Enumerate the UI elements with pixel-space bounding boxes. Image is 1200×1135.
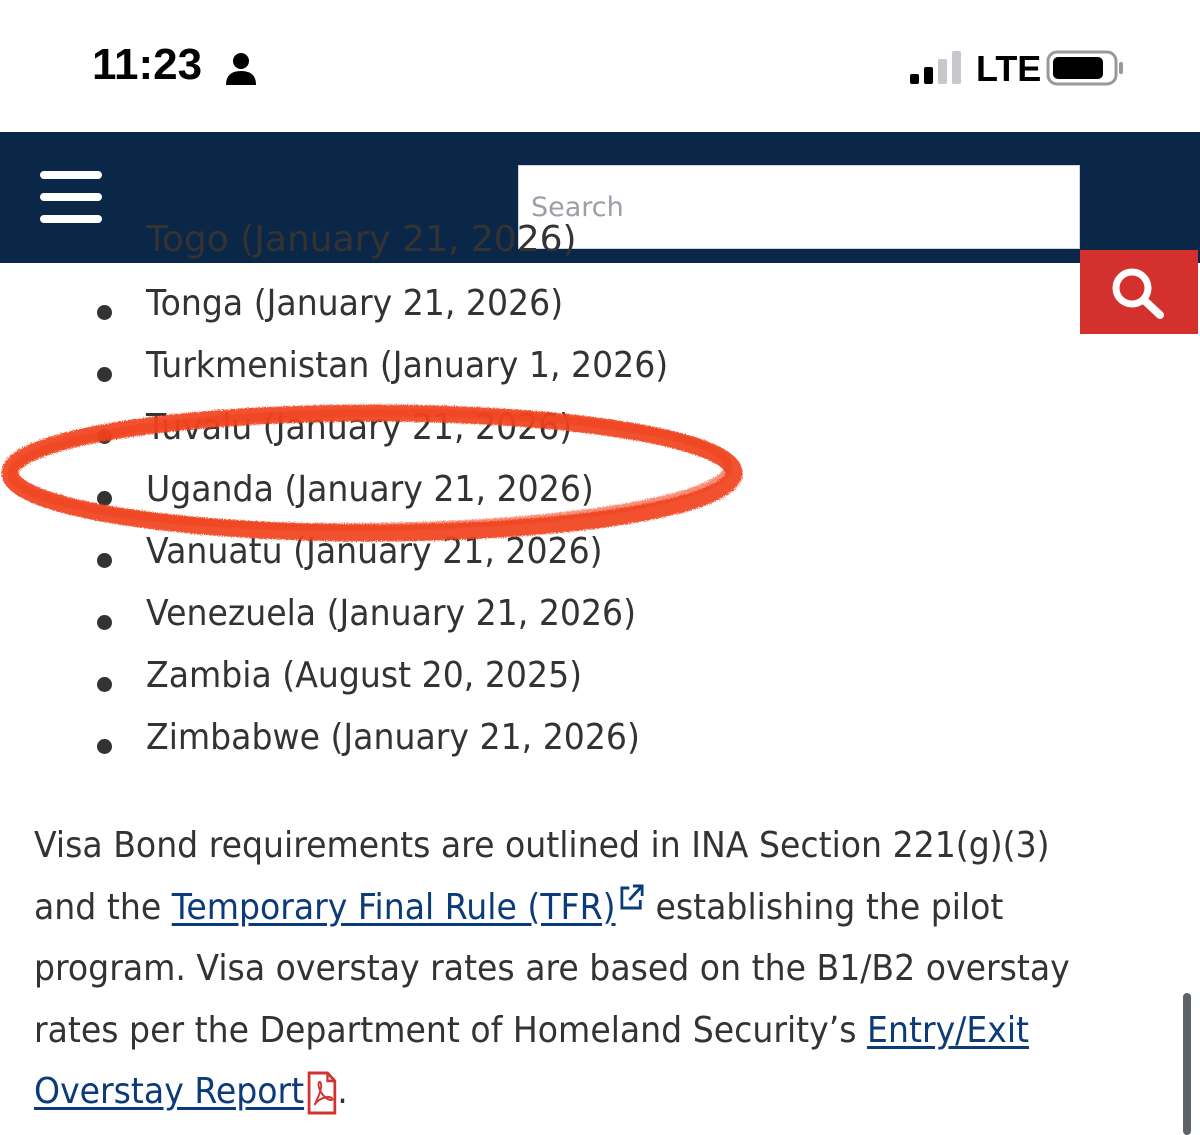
- bullet: [97, 429, 112, 444]
- bullet: [97, 553, 112, 568]
- list-item-text: Uganda (January 21, 2026): [146, 469, 594, 510]
- list-item-text: Vanuatu (January 21, 2026): [146, 531, 603, 572]
- search-input[interactable]: [518, 165, 1080, 249]
- paragraph-text: establishing the pilot: [644, 886, 1004, 928]
- pdf-icon: [306, 1071, 337, 1115]
- bullet: [97, 305, 112, 320]
- paragraph-line: Visa Bond requirements are outlined in INA Section 221(g)(3): [34, 825, 1050, 866]
- paragraph-line: [34, 1000, 1074, 1062]
- list-item-text: Venezuela (January 21, 2026): [146, 593, 637, 634]
- list-item-text: Zimbabwe (January 21, 2026): [146, 717, 640, 758]
- paragraph-line: [34, 877, 1074, 939]
- paragraph-text: .: [337, 1071, 348, 1112]
- battery-icon: [1046, 50, 1126, 86]
- bullet: [97, 739, 112, 754]
- external-link-icon: [617, 883, 645, 913]
- overstay-report-link-cont[interactable]: Overstay Report: [34, 1071, 305, 1112]
- signal-icon: [908, 50, 964, 86]
- list-item-cut-off: Togo (January 21, 2026): [146, 219, 577, 260]
- scrollbar[interactable]: [1183, 993, 1191, 1135]
- overstay-report-link[interactable]: Entry/Exit: [867, 1009, 1030, 1051]
- network-type: LTE: [976, 48, 1042, 89]
- list-item-text: Tuvalu (January 21, 2026): [146, 407, 573, 448]
- bullet: [97, 677, 112, 692]
- list-item-text: Turkmenistan (January 1, 2026): [146, 345, 669, 386]
- list-item-text: Tonga (January 21, 2026): [146, 283, 564, 324]
- bullet: [97, 615, 112, 630]
- person-icon: [224, 52, 258, 86]
- status-bar: [0, 0, 1200, 132]
- paragraph-line: [34, 1061, 1074, 1123]
- paragraph-text: rates per the Department of Homeland Security’s: [34, 1009, 868, 1051]
- visa-bond-paragraph: [34, 815, 1164, 1123]
- menu-icon[interactable]: [40, 171, 104, 227]
- list-item-text: Zambia (August 20, 2025): [146, 655, 583, 696]
- bullet: [97, 367, 112, 382]
- paragraph-line: program. Visa overstay rates are based on the B1/B2 overstay: [34, 948, 1070, 989]
- tfr-link[interactable]: Temporary Final Rule (TFR): [171, 886, 616, 928]
- bullet: [97, 491, 112, 506]
- paragraph-text: and the: [34, 886, 172, 928]
- status-time: 11:23: [92, 40, 203, 89]
